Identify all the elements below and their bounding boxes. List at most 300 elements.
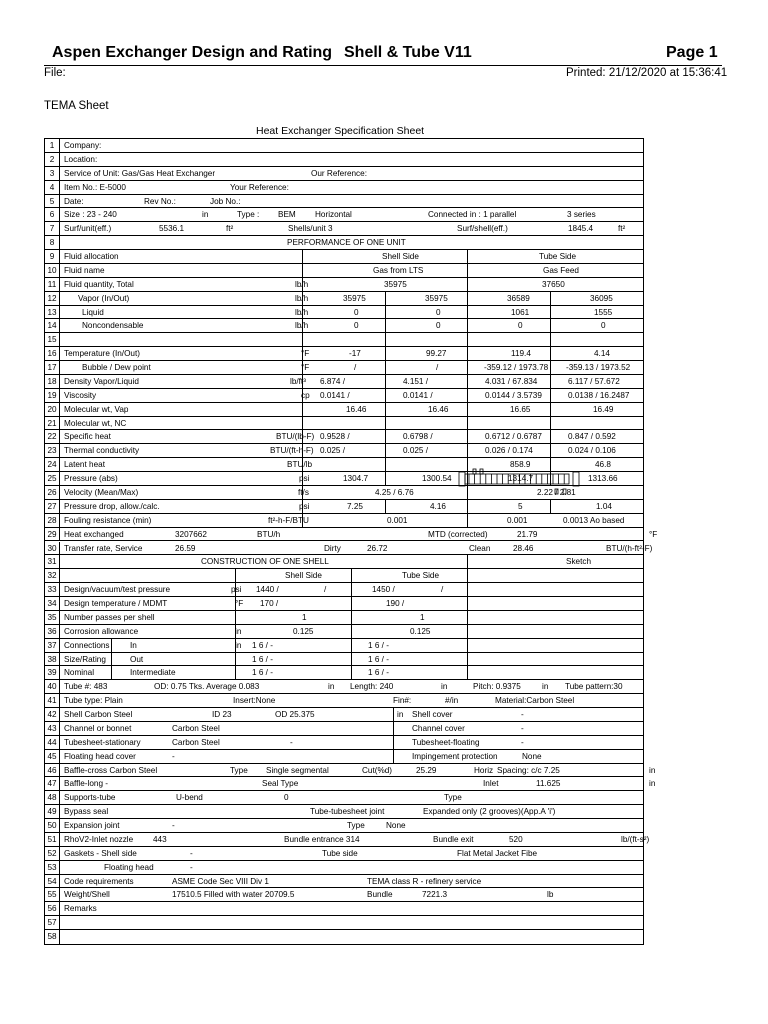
- cell-text: 7221.3: [422, 890, 448, 900]
- cell-text: -359.12 / 1973.78: [484, 363, 549, 373]
- cell-text: 858.9: [510, 460, 531, 470]
- row-number: 6: [45, 208, 60, 221]
- cell-text: Corrosion allowance: [64, 626, 139, 636]
- table-row: [45, 389, 643, 403]
- cell-text: 0: [601, 321, 606, 331]
- cell-text: Tubesheet-floating: [412, 737, 480, 747]
- cell-text: 1440 /: [256, 585, 279, 595]
- table-row: [45, 597, 643, 611]
- table-row: [45, 819, 643, 833]
- cell-text: Shell Side: [285, 571, 322, 581]
- row-number: 22: [45, 430, 60, 443]
- table-row: [45, 153, 643, 167]
- column-divider: [550, 333, 551, 346]
- cell-text: 11.625: [536, 779, 561, 789]
- cell-text: Weight/Shell: [64, 890, 110, 900]
- column-divider: [351, 597, 352, 610]
- table-row: [45, 208, 643, 222]
- cell-text: ft/s: [298, 487, 309, 497]
- cell-text: 520: [509, 834, 523, 844]
- cell-text: None: [522, 751, 542, 761]
- cell-text: °F: [649, 529, 658, 539]
- row-number: 25: [45, 472, 60, 485]
- table-row: [45, 250, 643, 264]
- cell-text: BTU/h: [257, 529, 281, 539]
- cell-text: Cut(%d): [362, 765, 393, 775]
- cell-text: 0: [436, 307, 441, 317]
- table-row: [45, 167, 643, 181]
- table-row: [45, 861, 643, 875]
- cell-text: 21.79: [517, 529, 538, 539]
- cell-text: lb/h: [295, 293, 309, 303]
- row-number: 51: [45, 833, 60, 846]
- cell-text: Connections: [64, 640, 110, 650]
- column-divider: [385, 430, 386, 443]
- cell-text: BTU/lb: [287, 460, 313, 470]
- cell-text: 1300.54: [422, 474, 452, 484]
- cell-text: in: [542, 682, 549, 692]
- row-number: 43: [45, 722, 60, 735]
- cell-text: Company:: [64, 141, 102, 150]
- column-divider: [467, 347, 468, 360]
- column-divider: [467, 278, 468, 291]
- cell-text: Tube side: [322, 848, 358, 858]
- row-number: 26: [45, 486, 60, 499]
- cell-text: 16.46: [428, 404, 449, 414]
- cell-text: Intermediate: [130, 668, 176, 678]
- cell-text: -: [521, 710, 524, 720]
- cell-text: lb/(ft-s²): [621, 834, 650, 844]
- cell-text: Pressure drop, allow./calc.: [64, 501, 160, 511]
- cell-text: Seal Type: [262, 779, 299, 789]
- header-divider: [44, 65, 722, 66]
- row-number: 1: [45, 139, 60, 152]
- cell-text: Fluid allocation: [64, 252, 119, 262]
- cell-text: Our Reference:: [311, 168, 367, 178]
- column-divider: [385, 375, 386, 388]
- cell-text: Fouling resistance (min): [64, 515, 152, 525]
- cell-text: In: [130, 640, 137, 650]
- cell-text: #/in: [445, 696, 459, 706]
- column-divider: [467, 375, 468, 388]
- table-row: [45, 930, 643, 944]
- table-row: [45, 847, 643, 861]
- cell-text: -: [172, 821, 175, 831]
- table-row: [45, 680, 643, 694]
- cell-text: 119.4: [511, 349, 531, 359]
- column-divider: [385, 500, 386, 513]
- cell-text: Tube-tubesheet joint: [310, 807, 385, 817]
- cell-text: Specific heat: [64, 432, 111, 442]
- cell-text: 0.0144 / 3.5739: [485, 390, 542, 400]
- column-divider: [467, 611, 468, 624]
- cell-text: Fluid name: [64, 265, 105, 275]
- row-number: 8: [45, 236, 60, 249]
- cell-text: Length: 240: [350, 682, 394, 692]
- table-row: [45, 625, 643, 639]
- column-divider: [550, 292, 551, 305]
- cell-text: Surf/unit(eff.): [64, 224, 112, 234]
- cell-text: ft²: [618, 224, 626, 234]
- cell-text: 17510.5 Filled with water 20709.5: [172, 890, 295, 900]
- cell-text: Tube Side: [402, 571, 440, 581]
- cell-text: Gas from LTS: [373, 265, 424, 275]
- cell-text: in: [235, 640, 242, 650]
- cell-text: Bypass seal: [64, 807, 109, 817]
- row-number: 16: [45, 347, 60, 360]
- cell-text: Design/vacuum/test pressure: [64, 585, 171, 595]
- cell-text: Code requirements: [64, 876, 134, 886]
- cell-text: 99.27: [426, 349, 447, 359]
- table-row: [45, 736, 643, 750]
- cell-text: Tube pattern:30: [565, 682, 623, 692]
- cell-text: Carbon Steel: [172, 723, 220, 733]
- row-number: 4: [45, 181, 60, 194]
- row-number: 11: [45, 278, 60, 291]
- cell-text: cp: [301, 390, 310, 400]
- row-number: 38: [45, 653, 60, 666]
- row-number: 12: [45, 292, 60, 305]
- column-divider: [550, 375, 551, 388]
- cell-text: BTU/(lb-F): [276, 432, 315, 442]
- page-number: Page 1: [666, 44, 718, 61]
- row-number: 24: [45, 458, 60, 471]
- row-number: 47: [45, 777, 60, 790]
- cell-text: Surf/shell(eff.): [457, 224, 508, 234]
- column-divider: [302, 250, 303, 263]
- cell-text: Nominal: [64, 668, 95, 678]
- table-row: [45, 306, 643, 320]
- cell-text: 16.65: [510, 404, 531, 414]
- cell-text: Horiz: [474, 765, 494, 775]
- column-divider: [351, 625, 352, 638]
- column-divider: [385, 319, 386, 332]
- row-number: 58: [45, 930, 60, 944]
- cell-text: Fin#:: [393, 696, 412, 706]
- column-divider: [393, 708, 394, 721]
- cell-text: 16.46: [346, 404, 367, 414]
- cell-text: BTU/(ft-h-F): [270, 446, 314, 456]
- cell-text: in: [649, 779, 656, 789]
- cell-text: Material:Carbon Steel: [495, 696, 575, 706]
- cell-text: -359.13 / 1973.52: [566, 363, 631, 373]
- row-number: 33: [45, 583, 60, 596]
- cell-text: Viscosity: [64, 390, 97, 400]
- cell-text: 35975: [384, 279, 407, 289]
- cell-text: ASME Code Sec VIII Div 1: [172, 876, 269, 886]
- cell-text: Shells/unit 3: [288, 224, 333, 234]
- cell-text: Bundle exit: [433, 834, 474, 844]
- cell-text: 0.025 /: [403, 446, 429, 456]
- cell-text: Fluid quantity, Total: [64, 279, 134, 289]
- column-divider: [467, 639, 468, 652]
- column-divider: [467, 583, 468, 596]
- row-number: 46: [45, 764, 60, 777]
- cell-text: Date:: [64, 196, 84, 206]
- table-row: [45, 833, 650, 847]
- table-row: [45, 333, 643, 347]
- cell-text: 1: [302, 612, 307, 622]
- cell-text: -17: [349, 349, 361, 359]
- cell-text: Expanded only (2 grooves)(App.A 'i'): [423, 807, 556, 817]
- cell-text: Expansion joint: [64, 821, 120, 831]
- column-divider: [467, 250, 468, 263]
- cell-text: 1304.7: [343, 474, 369, 484]
- cell-text: Pitch: 0.9375: [473, 682, 521, 692]
- column-divider: [385, 361, 386, 374]
- cell-text: Gaskets - Shell side: [64, 848, 137, 858]
- cell-text: 28.46: [513, 543, 534, 553]
- row-number: 21: [45, 417, 60, 430]
- cell-text: 5: [518, 501, 523, 511]
- cell-text: 1: [420, 612, 425, 622]
- cell-text: Shell Carbon Steel: [64, 710, 133, 720]
- column-divider: [467, 625, 468, 638]
- table-row: [45, 195, 643, 209]
- cell-text: Size : 23 - 240: [64, 210, 117, 220]
- cell-text: Baffle-long -: [64, 779, 108, 789]
- cell-text: 1 6 / -: [368, 654, 389, 664]
- cell-text: Bundle entrance 314: [284, 834, 360, 844]
- column-divider: [385, 403, 386, 416]
- cell-text: lb: [547, 890, 554, 900]
- column-divider: [467, 264, 468, 277]
- cell-text: Temperature (In/Out): [64, 349, 140, 359]
- column-divider: [467, 653, 468, 666]
- column-divider: [550, 361, 551, 374]
- row-number: 49: [45, 805, 60, 818]
- cell-text: 4.14: [594, 349, 610, 359]
- cell-text: 190 /: [386, 599, 405, 609]
- cell-text: Channel cover: [412, 723, 465, 733]
- file-label: File:: [44, 67, 66, 79]
- column-divider: [235, 611, 236, 624]
- column-divider: [302, 333, 303, 346]
- cell-text: -: [172, 751, 175, 761]
- cell-text: 1845.4: [568, 224, 594, 234]
- row-number: 32: [45, 569, 60, 582]
- title-left: Aspen Exchanger Design and Rating: [52, 44, 333, 61]
- cell-text: Type: [347, 821, 365, 831]
- table-row: [45, 361, 643, 375]
- sheet-title: Heat Exchanger Specification Sheet: [256, 125, 425, 137]
- cell-text: 6.117 / 57.672: [568, 376, 620, 386]
- cell-text: Size/Rating: [64, 654, 106, 664]
- cell-text: Gas Feed: [543, 265, 579, 275]
- cell-text: 1 6 / -: [368, 640, 389, 650]
- cell-text: 46.8: [595, 460, 611, 470]
- cell-text: 1061: [511, 307, 530, 317]
- row-number: 56: [45, 902, 60, 915]
- title-middle: Shell & Tube V11: [344, 44, 472, 61]
- table-row: [45, 222, 643, 236]
- row-number: 45: [45, 750, 60, 763]
- cell-text: Floating head: [104, 862, 154, 872]
- cell-text: Tubesheet-stationary: [64, 737, 141, 747]
- cell-text: Rev No.:: [144, 196, 176, 206]
- row-number: 36: [45, 625, 60, 638]
- column-divider: [467, 555, 468, 568]
- cell-text: Connected in : 1 parallel: [428, 210, 517, 220]
- cell-text: 1 6 / -: [368, 668, 389, 678]
- cell-text: Pressure (abs): [64, 474, 118, 484]
- cell-text: -: [521, 737, 524, 747]
- cell-text: Latent heat: [64, 460, 105, 470]
- cell-text: -: [190, 862, 193, 872]
- row-number: 15: [45, 333, 60, 346]
- column-divider: [351, 583, 352, 596]
- column-divider: [385, 333, 386, 346]
- column-divider: [235, 653, 236, 666]
- cell-text: OD: 0.75 Tks. Average 0.083: [154, 682, 260, 692]
- row-number: 30: [45, 542, 60, 555]
- row-number: 18: [45, 375, 60, 388]
- cell-text: 2.22 / 2.81: [537, 487, 576, 497]
- row-number: 19: [45, 389, 60, 402]
- printed-date: Printed: 21/12/2020 at 15:36:41: [566, 67, 728, 79]
- cell-text: Impingement protection: [412, 751, 498, 761]
- row-number: 14: [45, 319, 60, 332]
- cell-text: 4.16: [430, 501, 446, 511]
- cell-text: 26.72: [367, 543, 388, 553]
- column-divider: [385, 458, 386, 471]
- row-number: 9: [45, 250, 60, 263]
- column-divider: [351, 611, 352, 624]
- cell-text: 35975: [425, 293, 448, 303]
- cell-text: 6.874 /: [320, 376, 346, 386]
- cell-text: 25.29: [416, 765, 437, 775]
- row-number: 55: [45, 888, 60, 901]
- cell-text: in: [649, 765, 656, 775]
- table-row: [45, 583, 643, 597]
- column-divider: [385, 347, 386, 360]
- column-divider: [385, 472, 386, 485]
- cell-text: 0.001: [387, 515, 408, 525]
- cell-text: 0: [436, 321, 441, 331]
- row-number: 52: [45, 847, 60, 860]
- row-number: 42: [45, 708, 60, 721]
- cell-text: Tube type: Plain: [64, 696, 123, 706]
- row-number: 57: [45, 916, 60, 929]
- cell-text: -: [190, 848, 193, 858]
- cell-text: Tube #: 483: [64, 682, 108, 692]
- cell-text: 1 6 / -: [252, 668, 273, 678]
- row-number: 13: [45, 306, 60, 319]
- cell-text: 0.0141 /: [403, 390, 433, 400]
- cell-text: Transfer rate, Service: [64, 543, 143, 553]
- cell-text: in: [328, 682, 335, 692]
- column-divider: [385, 444, 386, 457]
- cell-text: Location:: [64, 154, 98, 164]
- cell-text: lb/h: [295, 321, 309, 331]
- cell-text: 0: [354, 321, 359, 331]
- cell-text: ft²: [226, 224, 234, 234]
- cell-text: Design temperature / MDMT: [64, 599, 168, 609]
- column-divider: [235, 666, 236, 679]
- cell-text: Velocity (Mean/Max): [64, 487, 139, 497]
- row-number: 40: [45, 680, 60, 693]
- cell-text: 37650: [542, 279, 565, 289]
- cell-text: 4.151 /: [403, 376, 429, 386]
- table-row: [45, 902, 643, 916]
- cell-text: 1.04: [596, 501, 612, 511]
- cell-text: Flat Metal Jacket Fibe: [457, 848, 538, 858]
- row-number: 28: [45, 514, 60, 527]
- cell-text: Molecular wt, Vap: [64, 404, 129, 414]
- cell-text: U-bend: [176, 793, 203, 803]
- cell-text: 0.125: [410, 626, 431, 636]
- section-label: TEMA Sheet: [44, 100, 109, 112]
- table-row: [45, 722, 643, 736]
- cell-text: PERFORMANCE OF ONE UNIT: [287, 238, 406, 248]
- cell-text: Baffle-cross Carbon Steel: [64, 765, 158, 775]
- cell-text: BTU/(h-ft²-F): [606, 543, 653, 553]
- table-row: [45, 708, 643, 722]
- cell-text: Bubble / Dew point: [82, 363, 151, 373]
- cell-text: °F: [301, 349, 310, 359]
- column-divider: [550, 347, 551, 360]
- row-number: 53: [45, 861, 60, 874]
- column-divider: [351, 666, 352, 679]
- cell-text: Sketch: [566, 557, 592, 567]
- table-row: [45, 875, 643, 889]
- cell-text: lb/h: [295, 307, 309, 317]
- row-number: 31: [45, 555, 60, 568]
- cell-text: 0: [518, 321, 523, 331]
- column-divider: [111, 666, 112, 679]
- cell-text: 1 6 / -: [252, 654, 273, 664]
- table-row: [45, 347, 643, 361]
- cell-text: 0.6798 /: [403, 432, 433, 442]
- cell-text: Heat exchanged: [64, 529, 124, 539]
- cell-text: ft²-h-F/BTU: [268, 515, 309, 525]
- cell-text: 1313.66: [588, 474, 618, 484]
- cell-text: 0.025 /: [320, 446, 346, 456]
- column-divider: [467, 569, 468, 582]
- cell-text: 35975: [343, 293, 366, 303]
- column-divider: [385, 417, 386, 430]
- cell-text: psi: [231, 585, 242, 595]
- table-row: [45, 750, 643, 764]
- cell-text: 0.024 / 0.106: [568, 446, 616, 456]
- row-number: 39: [45, 666, 60, 679]
- table-row: [45, 764, 656, 778]
- cell-text: TEMA class R - refinery service: [367, 876, 482, 886]
- table-row: [45, 569, 643, 583]
- cell-text: Single segmental: [266, 765, 329, 775]
- column-divider: [467, 361, 468, 374]
- cell-text: 0.026 / 0.174: [485, 446, 533, 456]
- column-divider: [467, 292, 468, 305]
- table-row: [45, 777, 656, 791]
- column-divider: [393, 750, 394, 763]
- table-row: [45, 916, 643, 930]
- cell-text: in: [441, 682, 448, 692]
- cell-text: /: [354, 363, 357, 373]
- table-row: [45, 542, 653, 556]
- cell-text: 7.25: [347, 501, 363, 511]
- column-divider: [351, 639, 352, 652]
- cell-text: psi: [299, 474, 310, 484]
- table-row: [45, 791, 643, 805]
- cell-text: lb/ft³: [290, 376, 306, 386]
- table-row: [45, 236, 643, 250]
- column-divider: [467, 389, 468, 402]
- exchanger-sketch: [437, 417, 599, 543]
- cell-text: Inlet: [483, 779, 499, 789]
- cell-text: -: [521, 723, 524, 733]
- column-divider: [467, 306, 468, 319]
